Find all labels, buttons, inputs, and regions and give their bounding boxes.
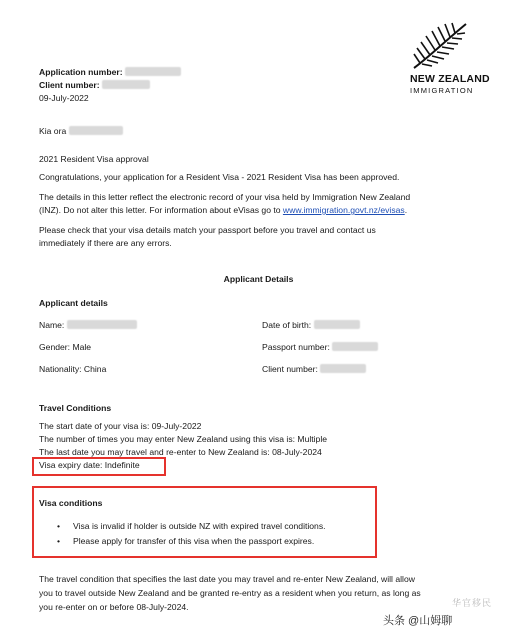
nz-immigration-logo [410,22,492,95]
evisas-link[interactable]: www.immigration.govt.nz/evisas [282,205,405,215]
letter-date: 09-July-2022 [39,93,89,103]
subject: 2021 Resident Visa approval [39,154,149,164]
watermark-bottom: 头条 @山姆聊 [383,615,453,627]
application-number-row [39,67,181,78]
client-number-label: Client number: [39,80,100,90]
travel-entries: The number of times you may enter New Zealand using this visa is: Multiple [39,434,328,444]
dob-label: Date of birth: [262,320,312,330]
condition-item: • Visa is invalid if holder is outside NZ with expired travel conditions. [73,521,326,532]
application-number-label: Application number: [39,67,123,77]
travel-conditions-title: Travel Conditions [39,403,112,413]
logo-line1: NEW ZEALAND [410,72,490,85]
passport-label: Passport number: [262,342,330,352]
travel-start-date: The start date of your visa is: 09-July-2022 [39,421,202,431]
nationality-field: Nationality: China [39,364,107,374]
paragraph-check-line1: Please check that your visa details match your passport before you travel and contact us [39,225,376,235]
paragraph-details-line1: The details in this letter reflect the electronic record of your visa held by Immigration New Zealand [39,192,411,202]
client-number-field [262,364,366,375]
logo-line2: IMMIGRATION [410,85,474,95]
greeting: Kia ora [39,126,67,136]
applicant-subheading: Applicant details [39,298,108,308]
redacted-full-name [67,320,137,329]
footer-line: you re-enter on or before 08-July-2024. [39,602,189,612]
passport-field [262,342,378,353]
expiry-highlight-box [32,457,166,476]
client-number-row [39,80,150,91]
condition-item: • Please apply for transfer of this visa when the passport expires. [73,536,314,547]
paragraph-details-text: (INZ). Do not alter this letter. For information about eVisas go to [39,205,283,215]
greeting-row [39,126,123,137]
paragraph-check-line2: immediately if there are any errors. [39,238,172,248]
redacted-name [69,126,123,135]
redacted-application-number [125,67,181,76]
visa-conditions-title: Visa conditions [39,498,103,508]
redacted-dob [314,320,360,329]
travel-last-date: The last date you may travel and re-enter to New Zealand is: 08-July-2024 [39,447,322,457]
footer-line: The travel condition that specifies the last date you may travel and re-enter New Zealand, will allow [39,574,415,584]
watermark-top: 华官移民 [452,598,493,608]
silver-fern-icon [410,22,470,70]
visa-expiry-date: Visa expiry date: Indefinite [39,460,140,470]
redacted-client-number-2 [320,364,366,373]
gender-field: Gender: Male [39,342,92,352]
paragraph-details-end: . [404,205,408,215]
dob-field [262,320,360,331]
paragraph-approval: Congratulations, your application for a Resident Visa - 2021 Resident Visa has been approved. [39,172,400,182]
name-field [39,320,137,331]
applicant-section-title: Applicant Details [223,274,294,284]
paragraph-details-line2 [39,205,407,216]
footer-line: you to travel outside New Zealand and be granted re-entry as a resident when you return, as long as [39,588,421,598]
name-label: Name: [39,320,65,330]
redacted-passport [332,342,378,351]
client-number-field-label: Client number: [262,364,318,374]
redacted-client-number [102,80,150,89]
